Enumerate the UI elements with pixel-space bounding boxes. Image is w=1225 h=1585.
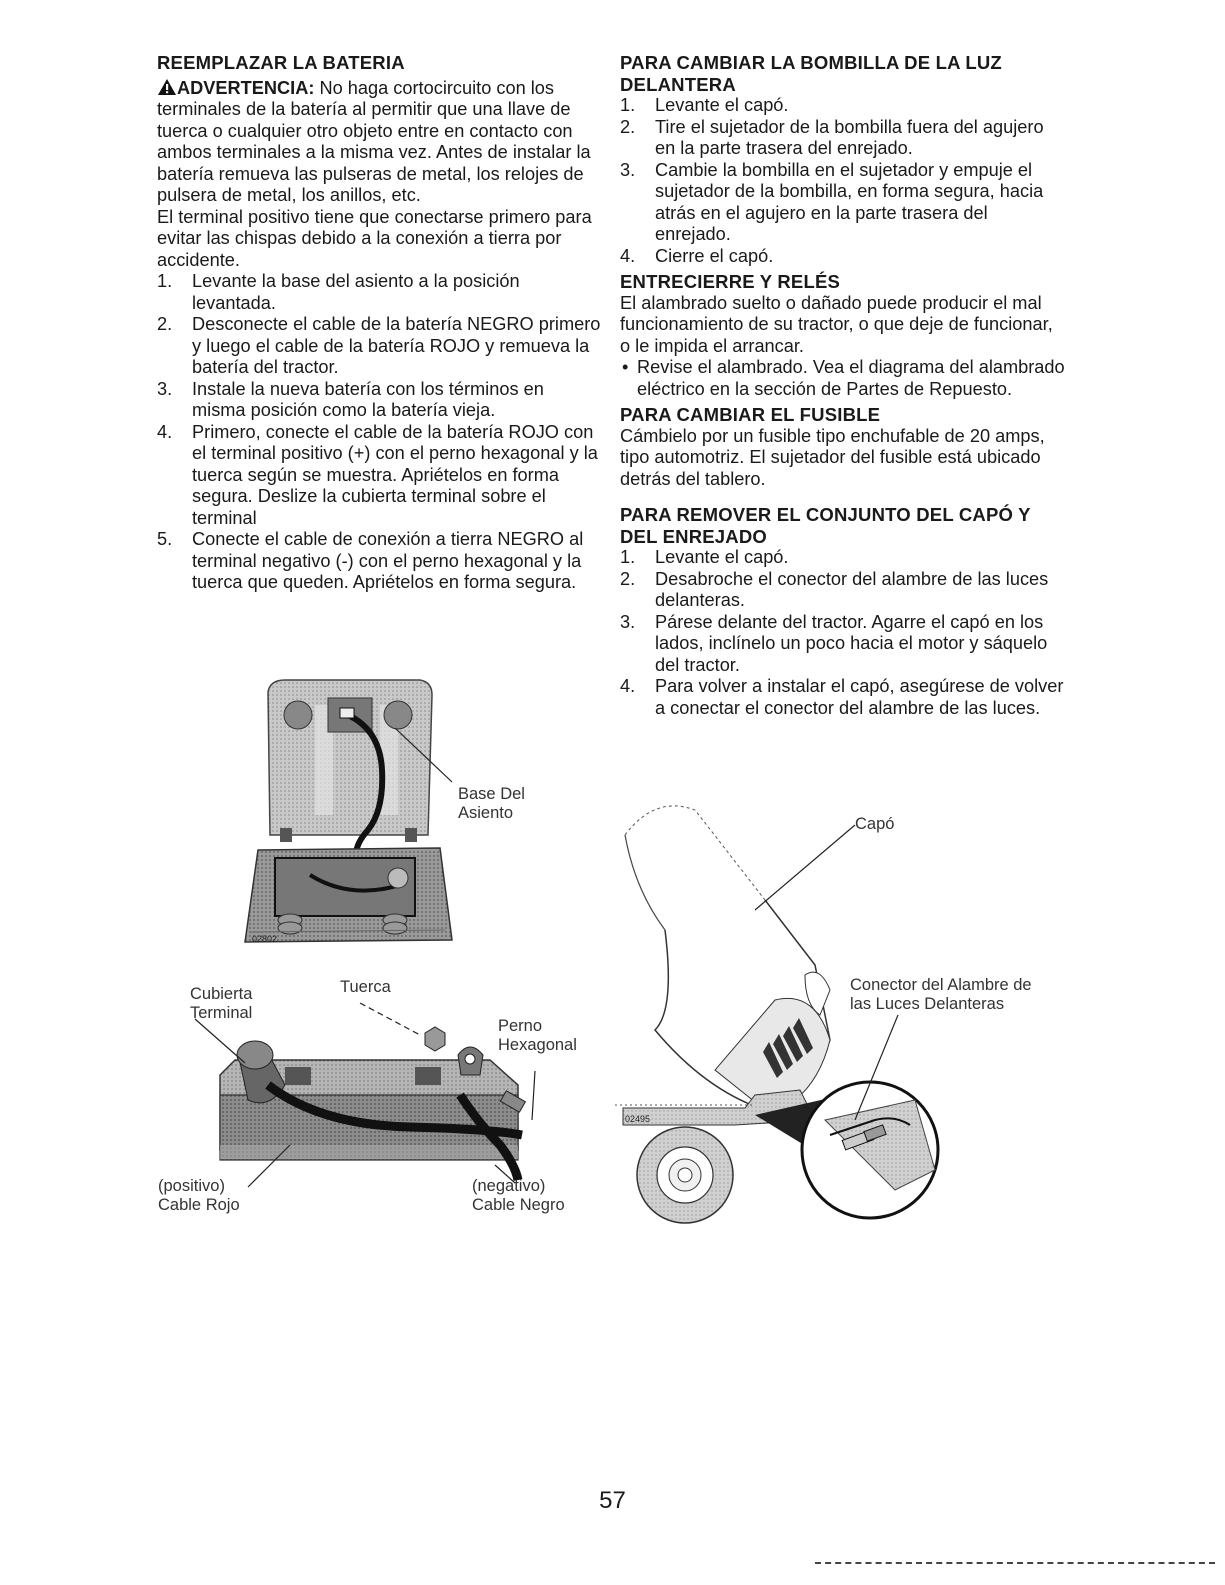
page-number: 57 [599, 1487, 626, 1514]
list-item: 4. Para volver a instalar el capó, asegúrese de volver a conectar el conector del alambre de las luces. [620, 676, 1064, 718]
list-item: 2. Desconecte el cable de la batería NEGRO primero y luego el cable de la batería ROJO y remueva la batería del tractor. [157, 314, 601, 377]
list-item: 5. Conecte el cable de conexión a tierra NEGRO al terminal negativo (-) con el perno hexagonal y la tuerca que queden. Apriételos en forma segura. [157, 529, 584, 592]
hood-steps [620, 547, 1065, 719]
fuse-text: Cámbielo por un fusible tipo enchufable de 20 amps, tipo automotriz. El sujetador del fusible está ubicado detrás del tablero. [620, 425, 1045, 489]
connector-label: Conector del Alambre de las Luces Delanteras [850, 976, 1032, 1013]
hex-bolt-label: Perno Hexagonal [498, 1017, 577, 1054]
seat-base-label: Base Del Asiento [458, 785, 525, 822]
figure-code: 02802 [252, 934, 278, 944]
interlock-heading: ENTRECIERRE Y RELÉS [620, 271, 841, 292]
nut-label: Tuerca [340, 978, 391, 996]
right-column [620, 52, 1065, 719]
warning-label: ADVERTENCIA: [177, 77, 315, 98]
battery-steps [157, 271, 602, 594]
list-item: 3. Cambie la bombilla en el sujetador y empuje el sujetador de la bombilla, en forma segura, hacia atrás en el agujero en la parte trasera del enrejado. [620, 159, 1044, 244]
battery-figure [150, 975, 610, 1225]
list-item: 4. Primero, conecte el cable de la batería ROJO con el terminal positivo (+) con el perno hexagonal y la tuerca según se muestra. Apriételos en forma segura. Deslize la cubierta terminal sobre el terminal [157, 421, 598, 528]
hood-figure [615, 790, 1065, 1230]
battery-heading: REEMPLAZAR LA BATERIA [157, 52, 405, 73]
black-cable-label: (negativo) Cable Negro [472, 1177, 565, 1214]
warning-text: No haga cortocircuito con los terminales de la batería al permitir que una llave de tuerca o cualquier otro objeto entre en contacto con ambos terminales a la misma vez. Antes de instalar la batería remueva las pulseras de metal, los relojes de pulsera de metal, los anillos, etc. [157, 77, 591, 205]
seat-base-illustration [240, 670, 620, 960]
list-item: 4. Cierre el capó. [620, 245, 774, 266]
list-item: 2. Desabroche el conector del alambre de las luces delanteras. [620, 568, 1049, 610]
list-item: 1. Levante el capó. [620, 547, 789, 567]
terminal-cover-label: Cubierta Terminal [190, 985, 253, 1022]
list-item: 3. Instale la nueva batería con los términos en misma posición como la batería vieja. [157, 378, 544, 420]
fuse-heading: PARA CAMBIAR EL FUSIBLE [620, 404, 881, 425]
red-cable-label: (positivo) Cable Rojo [158, 1177, 240, 1214]
footer-rule [815, 1562, 1215, 1564]
hood-label: Capó [855, 815, 895, 833]
list-item: 1. Levante la base del asiento a la posición levantada. [157, 271, 520, 313]
warning-triangle-icon [157, 78, 177, 96]
interlock-text: El alambrado suelto o dañado puede producir el mal funcionamiento de su tractor, o que deje de funcionar, o le impida el arrancar. [620, 292, 1053, 356]
left-column [157, 52, 602, 594]
hood-heading: PARA REMOVER EL CONJUNTO DEL CAPÓ Y DEL ENREJADO [620, 504, 1031, 547]
seat-base-figure [240, 670, 620, 960]
list-item: 1. Levante el capó. [620, 95, 789, 115]
list-item: • Revise el alambrado. Vea el diagrama del alambrado eléctrico en la sección de Partes de Repuesto. [622, 357, 1065, 399]
warning-paragraph [157, 78, 602, 207]
list-item: 3. Párese delante del tractor. Agarre el capó en los lados, inclínelo un poco hacia el motor y sáquelo del tractor. [620, 611, 1048, 675]
interlock-bullets [620, 357, 1065, 400]
list-item: 2. Tire el sujetador de la bombilla fuera del agujero en la parte trasera del enrejado. [620, 116, 1044, 158]
bulb-heading: PARA CAMBIAR LA BOMBILLA DE LA LUZ DELANTERA [620, 52, 1002, 95]
figure-code: 02495 [625, 1114, 651, 1124]
bulb-steps [620, 95, 1065, 267]
positive-note: El terminal positivo tiene que conectarse primero para evitar las chispas debido a la conexión a tierra por accidente. [157, 206, 592, 270]
